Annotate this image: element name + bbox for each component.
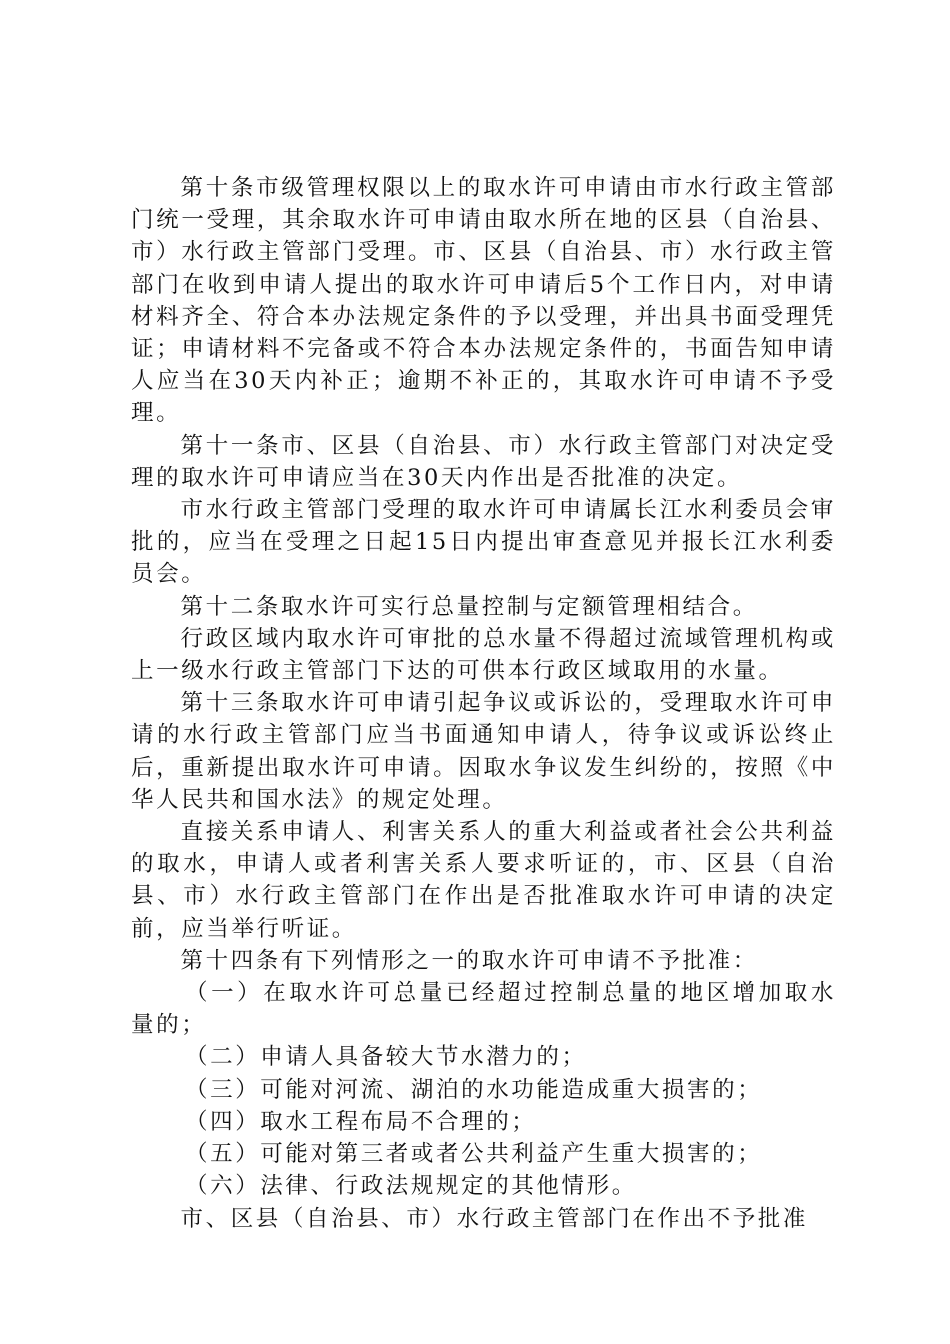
list-item: （四）取水工程布局不合理的； bbox=[185, 1108, 537, 1135]
list-item: （五）可能对第三者或者公共利益产生重大损害的； bbox=[185, 1141, 763, 1168]
paragraph-article-11-clause-2: 市水行政主管部门受理的取水许可申请属长江水利委员会审批的，应当在受理之日起15日内提出审查意见并报长江水利委员会。 bbox=[131, 497, 836, 588]
paragraph-article-12: 第十二条取水许可实行总量控制与定额管理相结合。 bbox=[180, 593, 758, 620]
paragraph-article-13-clause-2: 直接关系申请人、利害关系人的重大利益或者社会公共利益的取水，申请人或者利害关系人要求听证的，市、区县（自治县、市）水行政主管部门在作出是否批准取水许可申请的决定前，应当举行听证。 bbox=[131, 819, 836, 942]
list-item: （二）申请人具备较大节水潜力的； bbox=[185, 1044, 587, 1071]
list-item: （三）可能对河流、湖泊的水功能造成重大损害的； bbox=[185, 1076, 763, 1103]
list-item: （一）在取水许可总量已经超过控制总量的地区增加取水量的； bbox=[131, 980, 836, 1039]
paragraph-article-14: 第十四条有下列情形之一的取水许可申请不予批准： bbox=[180, 947, 758, 974]
paragraph-closing: 市、区县（自治县、市）水行政主管部门在作出不予批准 bbox=[180, 1205, 809, 1232]
list-item: （六）法律、行政法规规定的其他情形。 bbox=[185, 1173, 637, 1200]
document-page bbox=[131, 172, 836, 1235]
paragraph-article-12-clause-2: 行政区域内取水许可审批的总水量不得超过流域管理机构或上一级水行政主管部门下达的可供本行政区域取用的水量。 bbox=[131, 625, 836, 685]
paragraph-article-10: 第十条市级管理权限以上的取水许可申请由市水行政主管部门统一受理，其余取水许可申请由取水所在地的区县（自治县、市）水行政主管部门受理。市、区县（自治县、市）水行政主管部门在收到申请人提出的取水许可申请后5个工作日内，对申请材料齐全、符合本办法规定条件的予以受理，并出具书面受理凭证；申请材料不完备或不符合本办法规定条件的，书面告知申请人应当在30天内补正；逾期不补正的，其取水许可申请不予受理。 bbox=[131, 175, 836, 427]
paragraph-article-11: 第十一条市、区县（自治县、市）水行政主管部门对决定受理的取水许可申请应当在30天内作出是否批准的决定。 bbox=[131, 432, 836, 491]
paragraph-article-13: 第十三条取水许可申请引起争议或诉讼的，受理取水许可申请的水行政主管部门应当书面通知申请人，待争议或诉讼终止后，重新提出取水许可申请。因取水争议发生纠纷的，按照《中华人民共和国水法》的规定处理。 bbox=[131, 690, 836, 813]
